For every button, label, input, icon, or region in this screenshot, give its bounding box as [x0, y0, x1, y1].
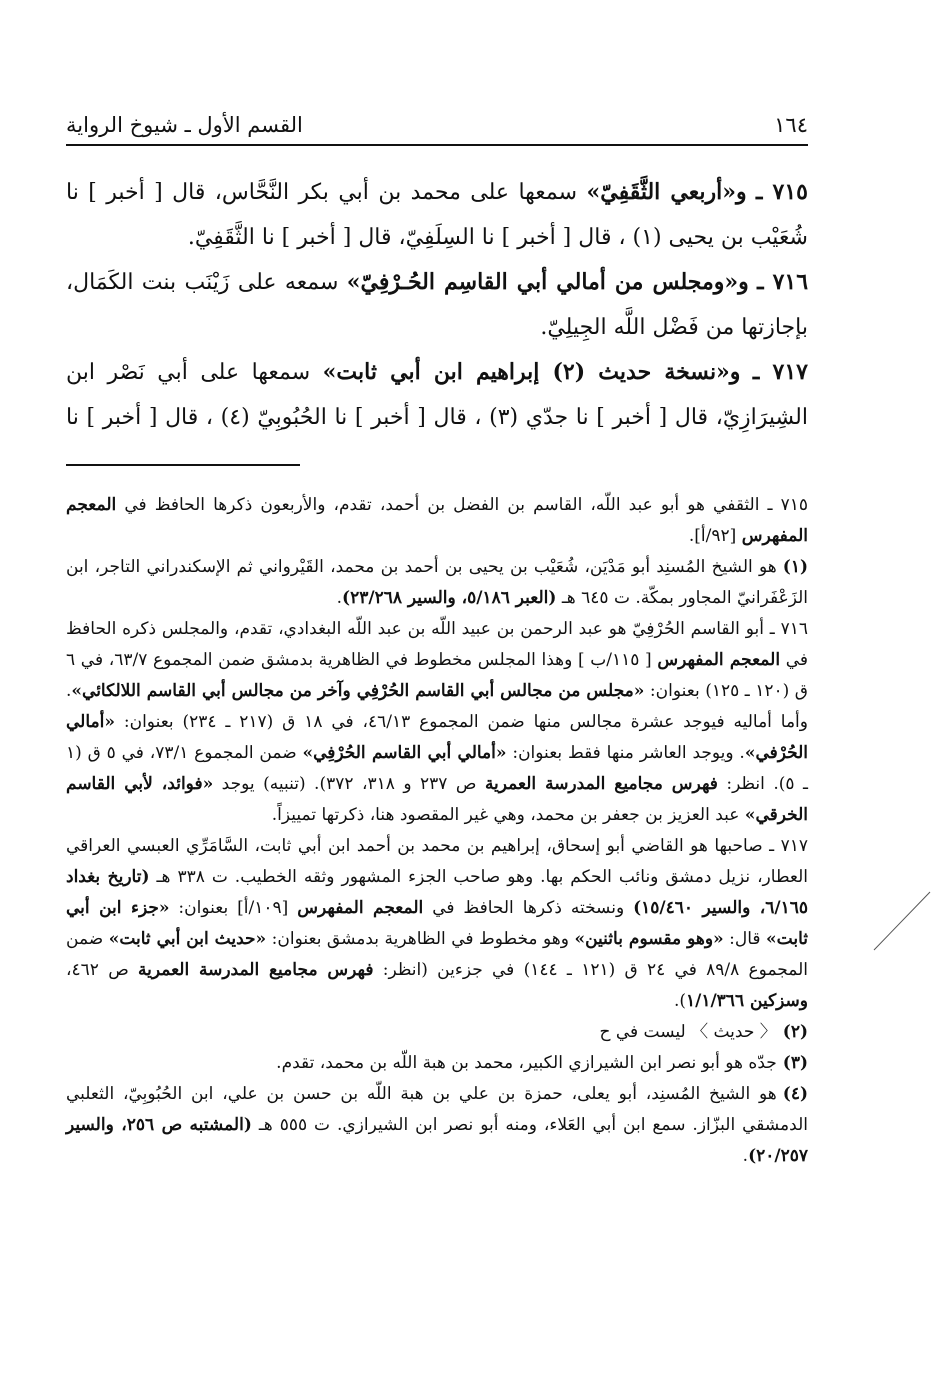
note-bold: «مجلس من مجالس أبي القاسم الحُرْفِي وآخر من مجالس أبي القاسم اللالكائي» — [71, 681, 645, 701]
note-text: هو الشيخ المُسنِد، أبو يعلى، حمزة بن علي بن هبة اللّه بن حسن بن علي، ابن الحُبُوبِيّ، الثعلبي الدمشقي البزّاز. سمع ابن أبي العَلاء، ومنه أبو نصر ابن الشيرازي. ت ٥٥٥ هـ — [66, 1084, 808, 1135]
note-text: جدّه هو أبو نصر ابن الشيرازي الكبير، محمد بن هبة اللّه بن محمد، تقدم. — [276, 1053, 777, 1073]
page-number: ١٦٤ — [774, 112, 808, 137]
footnote-separator — [66, 464, 300, 466]
note-text: هو الشيخ المُسنِد أبو مَدْيَن، شُعَيْب بن يحيى بن أحمد بن محمد، القَيْرواني ثم الإسكندراني التاجر، ابن الزَعْفَرانيّ المجاور بمكّة. ت ٦٤٥ هـ — [66, 557, 808, 608]
book-page — [66, 96, 808, 1172]
note-bold: «جزء ابن أبي ثابت» — [66, 898, 809, 949]
entry-715 — [66, 170, 808, 260]
footnote-number: (٣) — [782, 1053, 808, 1073]
note-text: عبد العزيز بن جعفر بن محمد، وهي غير المقصود هنا، ذكرتها تمييزاً. — [271, 805, 745, 825]
note-text: قال: — [729, 929, 767, 949]
note-bold: المعجم المفهرس — [297, 898, 424, 918]
entry-title: و«أربعي الثَّقَفِيّ» — [586, 179, 747, 205]
note-bold: «حديث ابن أبي ثابت» — [108, 929, 267, 949]
entry-number: ٧١٦ ـ — [757, 269, 809, 295]
entry-text: سمعها على محمد بن أبي بكر النَّحَّاس، قال [ أخبر ] نا شُعَيْب بن يحيى (١) ، قال [ أخبر ] نا السِلَفِيّ، قال [ أخبر ] نا الثَّقَفِيّ. — [66, 180, 808, 250]
note-text: ٧١٧ ـ صاحبها هو القاضي أبو إسحاق، إبراهيم بن محمد بن أحمد ابن أبي ثابت، السَّامَرِّي العبسي العراقي العطار، نزيل دمشق ونائب الحكم بها. وهو صاحب الجزء المشهور وثقه الخطيب. ت ٣٣٨ هـ — [66, 836, 808, 887]
entry-717 — [66, 350, 808, 440]
footnotes — [66, 490, 808, 1172]
note-text: [٩٢/أ]. — [688, 526, 742, 546]
note-text: ). — [673, 991, 686, 1011]
entry-text: سمعها على أبي نَصْر ابن الشِيرَازِيّ، قال [ أخبر ] نا جدّي (٣) ، قال [ أخبر ] نا الحُبُوبِيّ (٤) ، قال [ أخبر ] نا — [66, 360, 808, 430]
running-title: القسم الأول ـ شيوخ الرواية — [66, 112, 303, 137]
entry-title: و«ومجلس من أمالي أبي القاسِم الحُـرْفِيّ» — [346, 269, 749, 295]
note-bold: المعجم المفهرس — [657, 650, 781, 670]
footnote-4 — [66, 1079, 808, 1172]
note-717 — [66, 831, 808, 1017]
note-text: ٧١٥ ـ الثقفي هو أبو عبد اللّه، القاسم بن الفضل بن أحمد، تقدم، والأربعون ذكرها الحافظ في — [124, 495, 809, 515]
note-text: [ ١١٥/ب ] وهذا المجلس مخطوط في الظاهرية بدمشق ضمن المجموع ٦٣/٧، في ٦ ق (١٢٠ ـ ١٢٥) بعنوان: — [66, 650, 808, 701]
note-text: ص ٤٦٢، — [66, 960, 139, 980]
note-bold: (العبر ٥/١٨٦، والسير ٢٣/٢٦٨) — [342, 588, 557, 608]
entry-716 — [66, 260, 808, 350]
footnote-3 — [66, 1048, 808, 1079]
footnote-1 — [66, 552, 808, 614]
stray-pencil-mark — [872, 890, 932, 952]
note-text: ص ٢٣٧ و ٣١٨، ٣٧٢). (تنبيه) يوجد — [221, 774, 485, 794]
note-715 — [66, 490, 808, 552]
note-bold: وسزكين ١/١/٣٦٦ — [686, 991, 808, 1011]
note-text: ضمن المجموع ٨٩/٨ في ٢٤ ق (١٢١ ـ ١٤٤) في جزءين (انظر: — [66, 929, 808, 980]
note-text: ونسخته ذكرها الحافظ في — [432, 898, 634, 918]
note-text: ضمن المجموع ٧٣/١، في ٥ ق (١ ـ ٥). انظر: — [66, 743, 808, 794]
note-bold: (المشتبه ص ٢٥٦، والسير ٢٠/٢٥٧) — [66, 1115, 808, 1166]
note-text: [١٠٩/أ] بعنوان: — [178, 898, 298, 918]
footnote-number: (٤) — [782, 1084, 808, 1104]
note-bold: «وهو مقسوم باثنين» — [574, 929, 724, 949]
entry-number: ٧١٥ ـ — [756, 179, 808, 205]
footnote-number: (٢) — [782, 1022, 808, 1042]
note-bold: فهرس مجاميع المدرسة العمرية — [484, 774, 718, 794]
main-text — [66, 170, 808, 440]
note-bold: «فوائد، لأبي القاسم الخرقي» — [66, 774, 808, 825]
entry-title: و«نسخة حديث (٢) إبراهيم ابن أبي ثابت» — [322, 359, 741, 385]
note-bold: المعجم المفهرس — [66, 495, 808, 546]
note-text: . — [742, 1146, 749, 1166]
note-bold: «أمالي أبي القاسم الحُرْفِي» — [302, 743, 507, 763]
note-text: ٧١٦ ـ أبو القاسم الحُرْفِيّ هو عبد الرحمن بن عبيد اللّه بن عبد اللّه البغدادي، تقدم، والمجلس ذكره الحافظ في — [66, 619, 809, 670]
entry-number: ٧١٧ ـ — [752, 359, 808, 385]
note-text: . ويوجد العاشر منها فقط بعنوان: — [512, 743, 745, 763]
footnote-number: (١) — [782, 557, 808, 577]
note-text: . — [336, 588, 343, 608]
note-bold: «أمالي الحُرْفي» — [66, 712, 809, 763]
note-text: 〈 حديث 〉 ليست في ح — [599, 1022, 777, 1042]
note-text: . وأما أماليه فيوجد عشرة مجالس منها ضمن المجموع ٤٦/١٣، في ١٨ ق (٢١٧ ـ ٢٣٤) بعنوان: — [66, 681, 808, 732]
note-bold: فهرس مجاميع المدرسة العمرية — [138, 960, 374, 980]
entry-text: سمعه على زَيْنَب بنت الكَمَال، بإجازتها من فَضْل اللَّه الجِيلِيّ. — [66, 270, 808, 340]
note-bold: (تاريخ بغداد ٦/١٦٥، والسير ١٥/٤٦٠) — [66, 867, 808, 918]
page-header — [66, 96, 808, 146]
note-text: وهو مخطوط في الظاهرية بدمشق بعنوان: — [271, 929, 575, 949]
note-716 — [66, 614, 808, 831]
footnote-2 — [66, 1017, 808, 1048]
